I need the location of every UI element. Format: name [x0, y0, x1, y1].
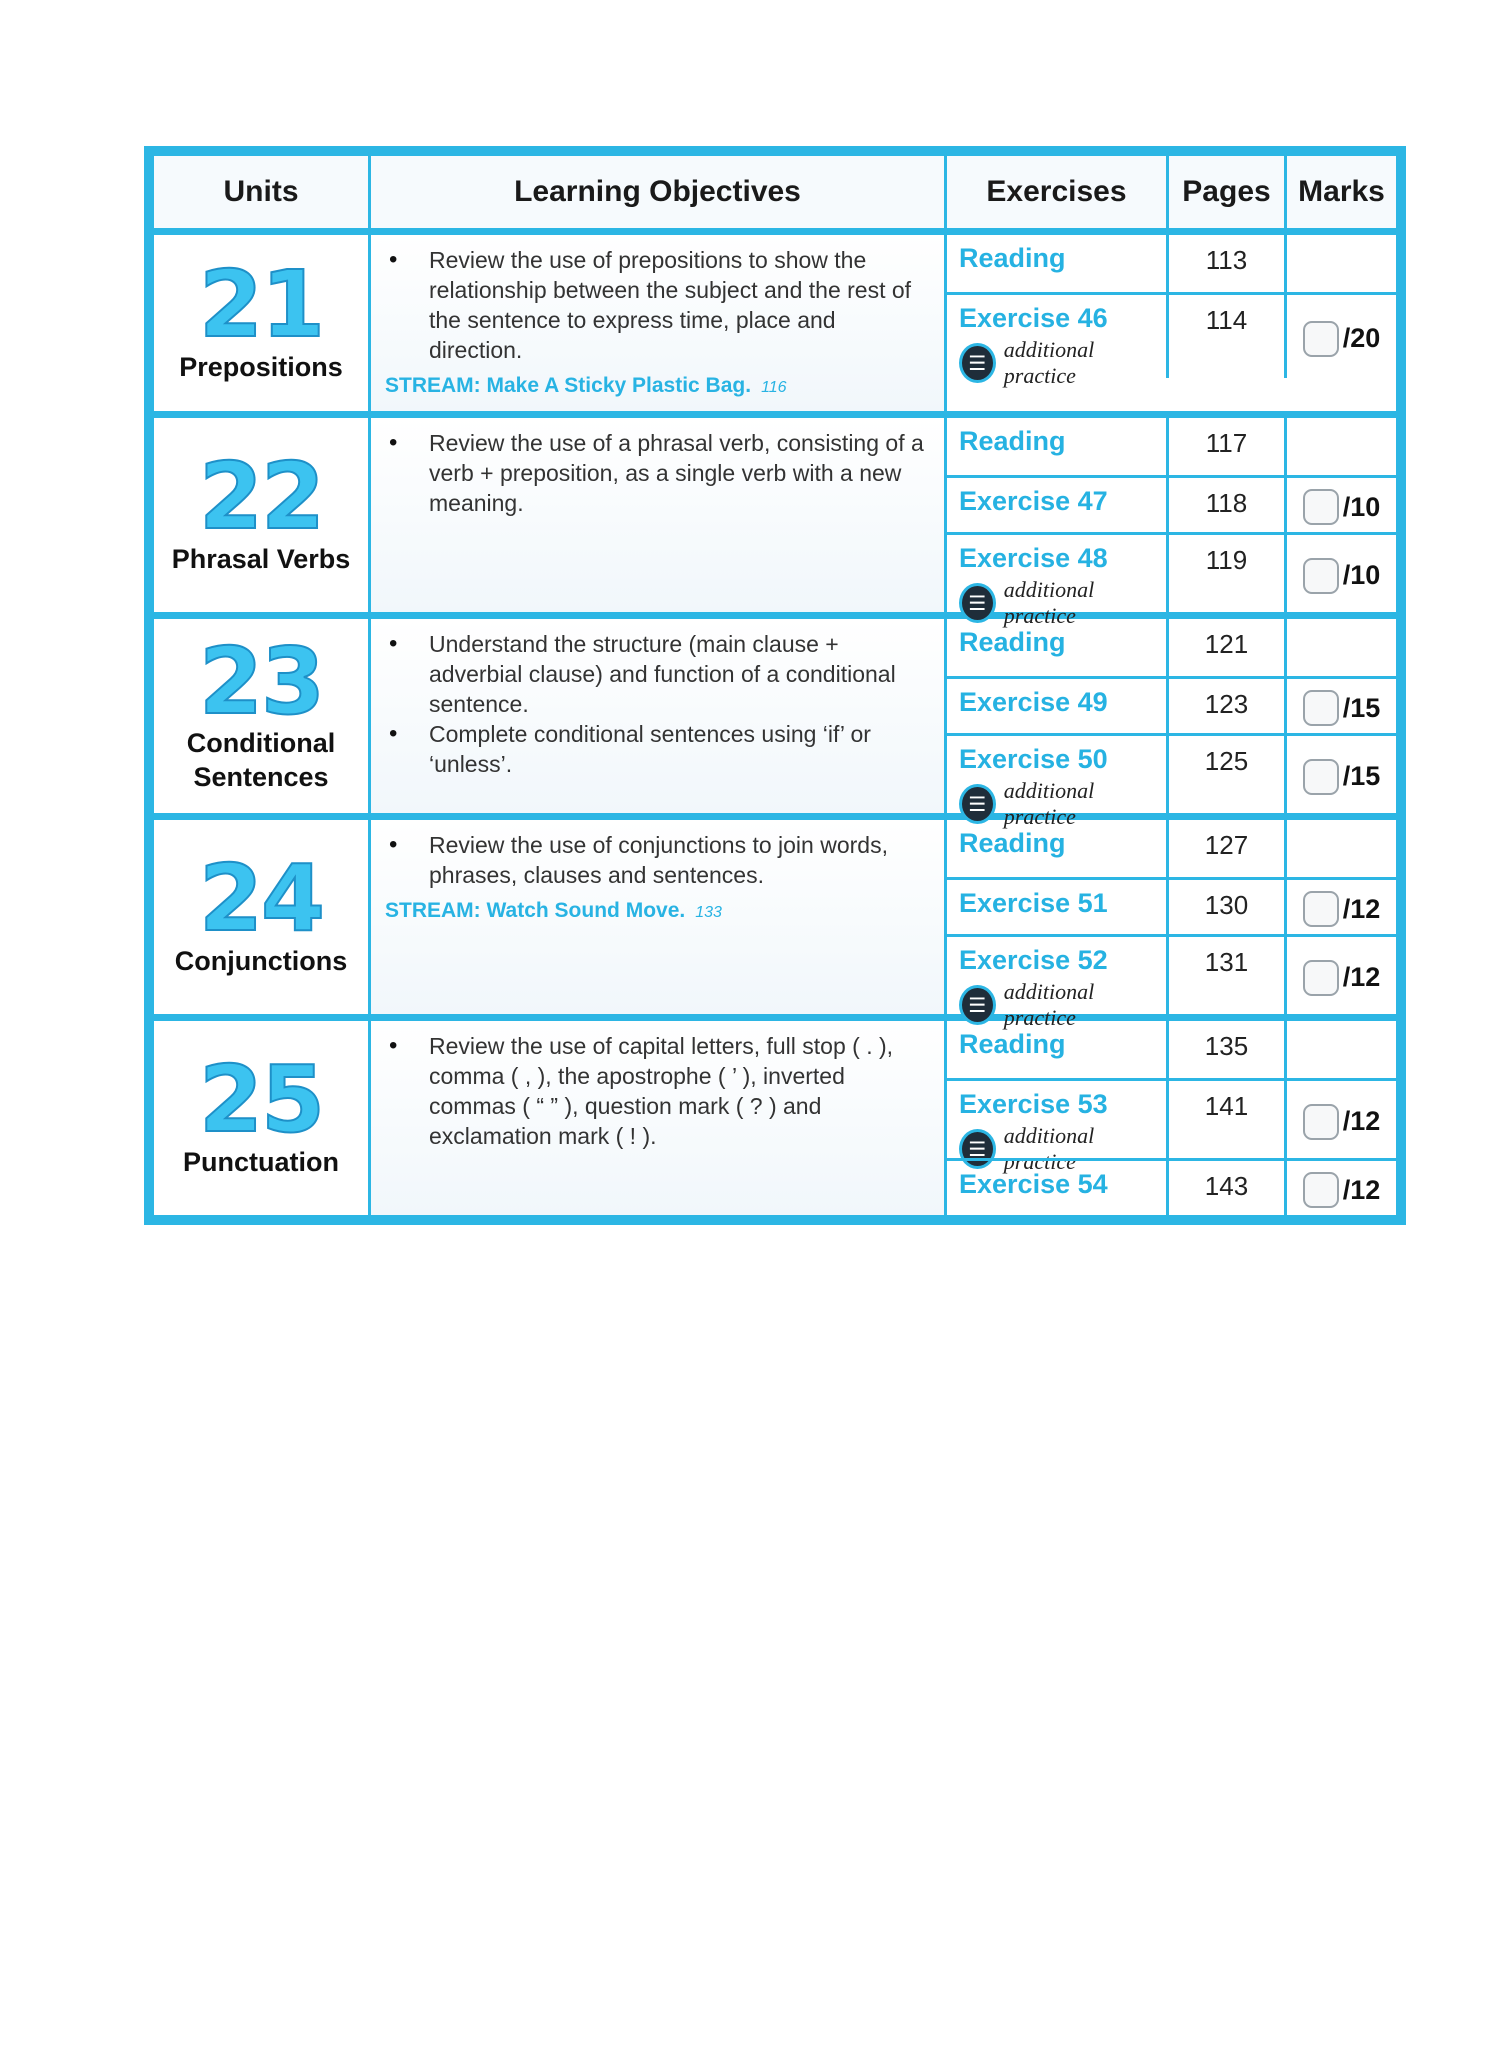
- objective-item: • Review the use of capital letters, full stop ( . ), comma ( , ), the apostrophe ( ’ ), inverted commas ( “ ” ), question mark ( ? ) and exclamation mark ( ! ).: [429, 1031, 930, 1151]
- marks-cell: [1287, 820, 1396, 877]
- exercise-row: [947, 292, 1396, 388]
- exercise-link[interactable]: Exercise 52: [959, 945, 1108, 975]
- additional-practice-label: additional practice: [1003, 1123, 1095, 1174]
- table-header: [154, 156, 1396, 228]
- practice-book-icon: ☰: [959, 583, 996, 623]
- unit-cell: [154, 1021, 371, 1215]
- stream-label: STREAM: Make A Sticky Plastic Bag.: [385, 374, 752, 397]
- marks-cell: [1287, 937, 1396, 1014]
- exercise-row: [947, 1078, 1396, 1174]
- exercise-row: [947, 1158, 1396, 1215]
- marks-input-box[interactable]: [1303, 1172, 1339, 1208]
- unit-title: Prepositions: [179, 351, 343, 382]
- header-marks: Marks: [1298, 175, 1385, 208]
- marks-input-box[interactable]: [1303, 1104, 1339, 1140]
- exercise-rows: [947, 619, 1396, 829]
- marks-cell: [1287, 235, 1396, 292]
- exercise-row: [947, 934, 1396, 1030]
- unit-title: Phrasal Verbs: [171, 543, 351, 574]
- header-units: Units: [154, 156, 371, 228]
- exercise-row: [947, 1021, 1396, 1078]
- marks-cell: [1287, 295, 1396, 378]
- additional-practice-label: additional practice: [1003, 778, 1095, 829]
- exercise-row: [947, 418, 1396, 475]
- practice-book-icon: ☰: [959, 985, 996, 1025]
- exercise-row: [947, 820, 1396, 877]
- objectives-cell: [371, 619, 947, 813]
- exercise-rows: [947, 1021, 1396, 1215]
- marks-total: /20: [1342, 323, 1381, 353]
- page-number: 127: [1169, 820, 1287, 877]
- page-number: 121: [1169, 619, 1287, 676]
- header-learning-objectives: Learning Objectives: [371, 156, 947, 228]
- exercise-cell: [947, 1081, 1169, 1174]
- additional-practice-label: additional practice: [1003, 577, 1095, 628]
- marks-input-box[interactable]: [1303, 558, 1339, 594]
- marks-total: /10: [1342, 560, 1381, 590]
- objectives-list: [385, 629, 930, 779]
- exercise-link[interactable]: Exercise 50: [959, 744, 1108, 774]
- marks-total: /12: [1342, 1174, 1381, 1205]
- unit-row: [154, 232, 1396, 411]
- marks-cell: [1287, 619, 1396, 676]
- page-number: 117: [1169, 418, 1287, 475]
- page-number: 125: [1169, 736, 1287, 813]
- exercise-cell: [947, 535, 1169, 628]
- exercise-row: [947, 733, 1396, 829]
- unit-row: [154, 616, 1396, 829]
- page-number: 135: [1169, 1021, 1287, 1078]
- marks-cell: [1287, 478, 1396, 532]
- marks-cell: [1287, 679, 1396, 733]
- exercise-row: [947, 619, 1396, 676]
- exercise-link[interactable]: Reading: [959, 1029, 1066, 1059]
- objectives-list: [385, 830, 930, 890]
- exercise-rows: [947, 820, 1396, 1030]
- unit-number: 21: [198, 251, 324, 359]
- exercise-cell: [947, 235, 1169, 292]
- marks-input-box[interactable]: [1303, 759, 1339, 795]
- marks-input-box[interactable]: [1303, 960, 1339, 996]
- exercise-cell: [947, 880, 1169, 934]
- marks-cell: [1287, 1081, 1396, 1158]
- marks-input-box[interactable]: [1303, 489, 1339, 525]
- marks-total: /12: [1342, 893, 1381, 924]
- page-number: 143: [1169, 1161, 1287, 1215]
- page-number: 123: [1169, 679, 1287, 733]
- exercise-row: [947, 475, 1396, 532]
- exercise-cell: [947, 679, 1169, 733]
- objectives-cell: [371, 820, 947, 1014]
- additional-practice-label: additional practice: [1003, 979, 1095, 1030]
- exercise-link[interactable]: Reading: [959, 426, 1066, 456]
- page-number: 130: [1169, 880, 1287, 934]
- unit-number: 23: [198, 627, 324, 735]
- unit-row: [154, 415, 1396, 628]
- unit-cell: [154, 820, 371, 1014]
- exercise-link[interactable]: Exercise 49: [959, 687, 1108, 717]
- exercise-rows: [947, 235, 1396, 411]
- exercise-cell: [947, 418, 1169, 475]
- exercise-row: [947, 676, 1396, 733]
- objectives-cell: [371, 418, 947, 612]
- unit-cell: [154, 235, 371, 411]
- marks-input-box[interactable]: [1303, 321, 1339, 357]
- stream-page: 116: [761, 379, 787, 396]
- page-number: 113: [1169, 235, 1287, 292]
- marks-cell: [1287, 1161, 1396, 1215]
- exercise-cell: [947, 1161, 1169, 1215]
- objectives-list: [385, 245, 930, 365]
- marks-cell: [1287, 1021, 1396, 1078]
- unit-cell: [154, 418, 371, 612]
- objective-item: • Review the use of prepositions to show the relationship between the subject and the rest of the sentence to express time, place and direction.: [429, 245, 930, 365]
- marks-cell: [1287, 535, 1396, 612]
- exercise-row: [947, 532, 1396, 628]
- exercise-cell: [947, 736, 1169, 829]
- unit-row: [154, 1018, 1396, 1215]
- unit-number: 25: [198, 1046, 324, 1154]
- objective-item: • Complete conditional sentences using ‘if’ or ‘unless’.: [429, 719, 930, 779]
- stream-link[interactable]: [385, 371, 930, 403]
- practice-book-icon: ☰: [959, 1129, 996, 1169]
- exercise-link[interactable]: Exercise 46: [959, 303, 1108, 333]
- exercise-link[interactable]: Reading: [959, 243, 1066, 273]
- marks-cell: [1287, 736, 1396, 813]
- exercise-cell: [947, 1021, 1169, 1078]
- exercise-cell: [947, 295, 1169, 388]
- marks-total: /12: [1342, 962, 1381, 992]
- unit-cell: [154, 619, 371, 813]
- exercise-link[interactable]: Reading: [959, 828, 1066, 858]
- additional-practice-label: additional practice: [1003, 337, 1095, 388]
- exercise-link[interactable]: Exercise 53: [959, 1089, 1108, 1119]
- exercise-cell: [947, 820, 1169, 877]
- exercise-cell: [947, 619, 1169, 676]
- page-number: 118: [1169, 478, 1287, 532]
- page-number: 131: [1169, 937, 1287, 1014]
- stream-page: 133: [695, 904, 722, 921]
- marks-cell: [1287, 880, 1396, 934]
- header-exercises: Exercises: [947, 156, 1169, 228]
- unit-number: 22: [198, 443, 324, 551]
- marks-cell: [1287, 418, 1396, 475]
- page-number: 119: [1169, 535, 1287, 612]
- exercise-row: [947, 235, 1396, 292]
- unit-title: Punctuation: [183, 1146, 339, 1177]
- exercise-link[interactable]: Exercise 48: [959, 543, 1108, 573]
- exercise-cell: [947, 478, 1169, 532]
- exercise-cell: [947, 937, 1169, 1030]
- marks-input-box[interactable]: [1303, 690, 1339, 726]
- exercise-link[interactable]: Reading: [959, 627, 1066, 657]
- unit-number: 24: [198, 845, 324, 953]
- marks-input-box[interactable]: [1303, 891, 1339, 927]
- marks-total: /15: [1342, 692, 1381, 723]
- exercise-link[interactable]: Exercise 54: [959, 1169, 1108, 1199]
- objective-item: • Review the use of conjunctions to join words, phrases, clauses and sentences.: [429, 830, 930, 890]
- practice-book-icon: ☰: [959, 784, 996, 824]
- unit-row: [154, 817, 1396, 1030]
- page-number: 141: [1169, 1081, 1287, 1158]
- marks-total: /10: [1342, 491, 1381, 522]
- stream-label: STREAM: Watch Sound Move.: [385, 899, 686, 922]
- unit-title: Conditional Sentences: [186, 727, 336, 792]
- stream-link[interactable]: [385, 896, 930, 928]
- contents-table: [144, 146, 1406, 1225]
- units-list: [150, 232, 1400, 1215]
- objectives-cell: [371, 1021, 947, 1215]
- exercise-link[interactable]: Exercise 47: [959, 486, 1108, 516]
- marks-total: /12: [1342, 1106, 1381, 1136]
- practice-book-icon: ☰: [959, 343, 996, 383]
- exercise-row: [947, 877, 1396, 934]
- page-number: 114: [1169, 295, 1287, 378]
- objectives-cell: [371, 235, 947, 411]
- objectives-list: [385, 428, 930, 518]
- marks-total: /15: [1342, 761, 1381, 791]
- additional-practice[interactable]: [959, 337, 1156, 389]
- unit-title: Conjunctions: [174, 945, 348, 976]
- header-pages: Pages: [1169, 156, 1287, 228]
- objective-item: • Understand the structure (main clause + adverbial clause) and function of a conditional sentence.: [429, 629, 930, 719]
- exercise-rows: [947, 418, 1396, 628]
- objective-item: • Review the use of a phrasal verb, consisting of a verb + preposition, as a single verb with a new meaning.: [429, 428, 930, 518]
- exercise-link[interactable]: Exercise 51: [959, 888, 1108, 918]
- objectives-list: [385, 1031, 930, 1151]
